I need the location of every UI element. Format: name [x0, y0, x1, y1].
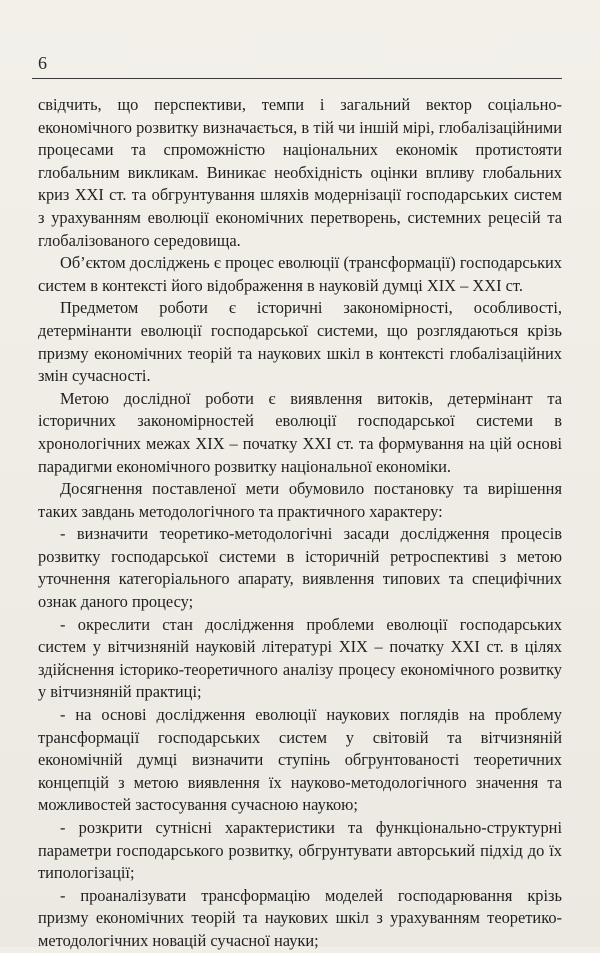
paragraph-object: Об’єктом досліджень є процес еволюції (трансформації) господарських систем в контексті його відображення в науковій думці XIX – XXI ст.: [38, 253, 562, 295]
paragraph-subject: Предметом роботи є історичні закономірності, особливості, детермінанти еволюції господарської системи, що розглядаються крізь призму економічних теорій та наукових шкіл в контексті глобалізаційних змін сучасності.: [38, 298, 562, 386]
paragraph: свідчить, що перспективи, темпи і загальний вектор соціально-економічного розвитку визначається, в тій чи іншій мірі, глобалізаційними процесами та спроможністю національних економік протистояти глобальним викликам. Виникає необхідність оцінки впливу глобальних криз XXI ст. та обгрунтування шляхів модернізації господарських систем з урахуванням еволюції економічних перетворень, системних рецесій та глобалізованого середовища.: [38, 95, 562, 250]
list-item: - розкрити сутнісні характеристики та функціонально-структурні параметри господарського розвитку, обгрунтувати авторський підхід до їх типологізації;: [38, 818, 562, 883]
body-text: [38, 94, 562, 953]
list-item: - на основі дослідження еволюції наукових поглядів на проблему трансформації господарських систем у світовій та вітчизняній економічній думці визначити ступінь обгрунтованості теоретичних концепцій з метою виявлення їх науково-методологічного значення та можливостей застосування сучасною наукою;: [38, 705, 562, 815]
list-item: - проаналізувати трансформацію моделей господарювання крізь призму економічних теорій та наукових шкіл з урахуванням теоретико-методологічних новацій сучасної науки;: [38, 885, 562, 950]
paragraph-goal: Метою дослідної роботи є виявлення витоків, детермінант та історичних закономірностей еволюції господарської системи в хронологічних межах XIX – початку XXI ст. та формування на цій основі парадигми економічного розвитку національної економіки.: [38, 388, 562, 476]
header-rule: [32, 78, 562, 79]
list-item: - визначити теоретико-методологічні засади дослідження процесів розвитку господарської системи в історичній ретроспективі з метою уточнення категоріального апарату, виявлення типових та специфічних ознак даного процесу;: [38, 524, 562, 612]
list-item: - окреслити стан дослідження проблеми еволюції господарських систем у вітчизняній науковій літературі XIX – початку XXI ст. в цілях здійснення історико-теоретичного аналізу процесу економічного розвитку у вітчизняній практиці;: [38, 614, 562, 702]
paragraph-tasks-intro: Досягнення поставленої мети обумовило постановку та вирішення таких завдань методологічного та практичного характеру:: [38, 479, 562, 521]
page-number: 6: [38, 53, 47, 73]
